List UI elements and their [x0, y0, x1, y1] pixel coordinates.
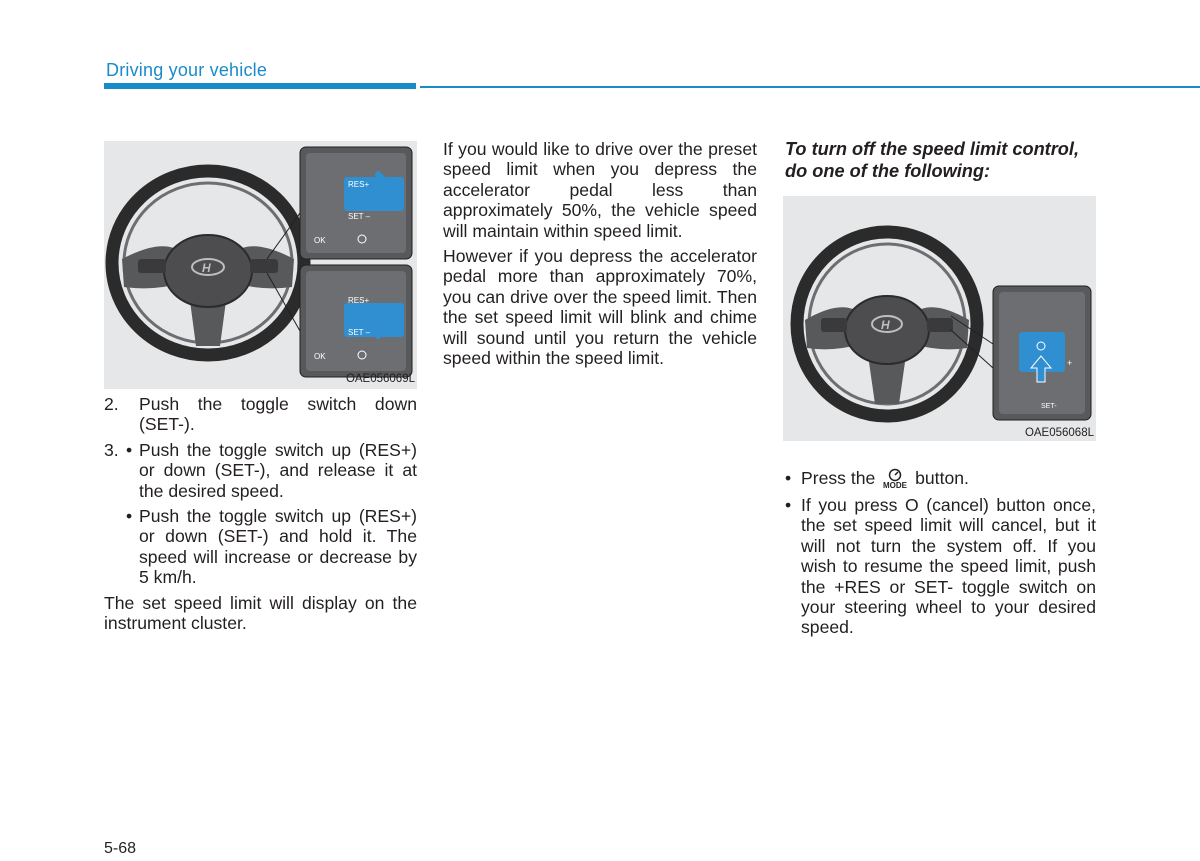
- svg-text:SET-: SET-: [1041, 403, 1057, 410]
- page-number: 5-68: [104, 840, 137, 857]
- svg-text:H: H: [881, 318, 890, 332]
- section-heading: To turn off the speed limit control, do one of the following:: [785, 139, 1080, 181]
- switch-panel-bottom: [300, 265, 412, 377]
- column-right: [785, 139, 1096, 638]
- switch-panel-top: [300, 147, 412, 259]
- column-middle: [443, 139, 757, 368]
- paragraph: However if you depress the accelerator pedal more than approximately 70%, you can drive over the speed limit. Then the set speed limit will blink and chime will sound until you return the vehicle speed within the speed limit.: [443, 246, 757, 369]
- list-item-2: 2. Push the toggle switch down (SET-).: [104, 394, 417, 435]
- paragraph: If you would like to drive over the preset speed limit when you depress the accelerator pedal less than approximately 50%, the vehicle speed will maintain within speed limit.: [443, 139, 757, 241]
- header-rule: [420, 86, 1200, 88]
- section-title: Driving your vehicle: [106, 60, 268, 80]
- svg-text:MODE: MODE: [883, 481, 908, 490]
- figure-caption: OAE056068L: [1024, 427, 1094, 439]
- svg-text:RES+: RES+: [348, 180, 370, 189]
- svg-text:SET –: SET –: [348, 328, 371, 337]
- steering-wheel-illustration: [104, 141, 417, 389]
- list-item-3: 3. • Push the toggle switch up (RES+) or down (SET-), and release it at the desired speed. • Push the toggle switch up (RES+) or down (SET-) and hold it. The speed will increase or decrease by 5 km/h.: [104, 439, 417, 588]
- svg-text:H: H: [202, 261, 211, 275]
- svg-text:RES+: RES+: [348, 296, 370, 305]
- figure-steering-wheel-set-toggle: [104, 141, 417, 389]
- bullet-item: • Press the MODE button.: [785, 468, 969, 490]
- svg-text:OK: OK: [314, 352, 326, 361]
- figure-caption: OAE056069L: [345, 373, 415, 385]
- svg-text:OK: OK: [314, 236, 326, 245]
- svg-text:SET –: SET –: [348, 212, 371, 221]
- bullet-item: • Push the toggle switch up (RES+) or down (SET-) and hold it. The speed will increase or decrease by 5 km/h.: [126, 506, 417, 588]
- bullet-item: • Push the toggle switch up (RES+) or down (SET-), and release it at the desired speed.: [126, 439, 417, 501]
- mode-icon: [880, 468, 910, 490]
- bullet-item: • If you press O (cancel) button once, the set speed limit will cancel, but it will not turn the system off. If you wish to resume the speed limit, push the +RES or SET- toggle switch on your steering wheel to your desired speed.: [785, 495, 1096, 638]
- paragraph: The set speed limit will display on the instrument cluster.: [104, 592, 417, 634]
- column-left: [104, 394, 417, 633]
- header-rule-accent: [104, 83, 416, 89]
- svg-text:+: +: [1067, 358, 1073, 368]
